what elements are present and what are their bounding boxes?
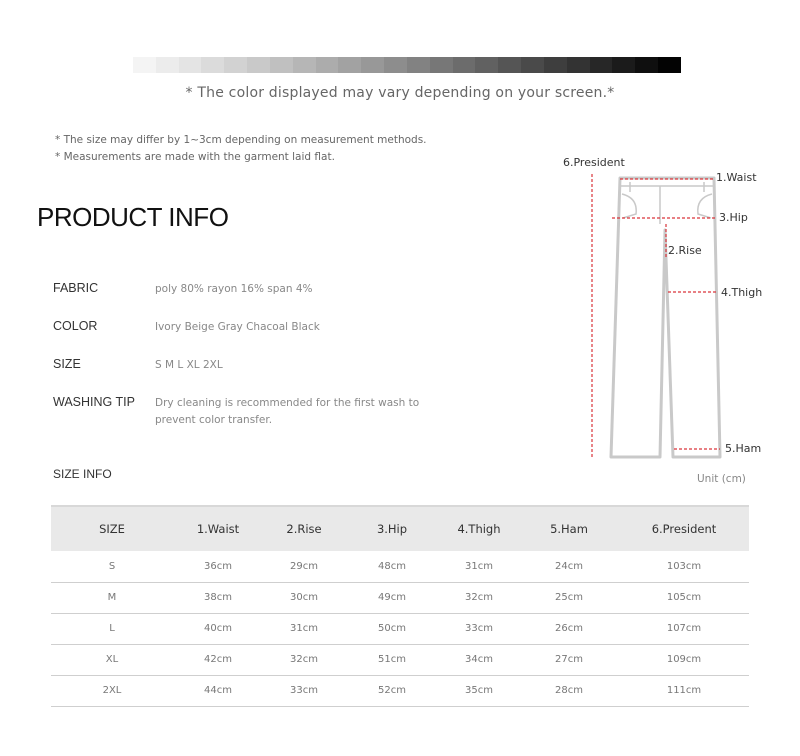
table-cell: 107cm: [619, 613, 749, 644]
gradient-swatch: [521, 57, 544, 73]
size-info-title: SIZE INFO: [53, 467, 112, 481]
gradient-swatch: [361, 57, 384, 73]
size-table: [51, 505, 749, 707]
spec-label: COLOR: [53, 319, 98, 333]
table-header-cell: 1.Waist: [196, 522, 240, 536]
spec-value: S M L XL 2XL: [155, 359, 223, 371]
gradient-swatch: [156, 57, 179, 73]
table-row: [51, 582, 749, 613]
table-cell: 48cm: [345, 551, 439, 582]
spec-label: WASHING TIP: [53, 395, 135, 409]
table-cell: 30cm: [263, 582, 345, 613]
table-cell: 36cm: [173, 551, 263, 582]
table-cell: 103cm: [619, 551, 749, 582]
gradient-swatch: [293, 57, 316, 73]
table-row: [51, 644, 749, 675]
color-gradient-bar: [133, 57, 681, 73]
table-header-cell: SIZE: [99, 522, 125, 536]
table-cell: 52cm: [345, 675, 439, 706]
table-cell: 2XL: [51, 675, 173, 706]
gradient-swatch: [133, 57, 156, 73]
table-cell: L: [51, 613, 173, 644]
table-cell: 50cm: [345, 613, 439, 644]
diagram-label-thigh: 4.Thigh: [721, 286, 763, 299]
table-row: [51, 551, 749, 582]
pants-illustration: [560, 152, 800, 467]
table-cell: 34cm: [439, 644, 519, 675]
table-cell: 44cm: [173, 675, 263, 706]
table-cell: 49cm: [345, 582, 439, 613]
table-cell: 31cm: [263, 613, 345, 644]
table-cell: 42cm: [173, 644, 263, 675]
spec-value: poly 80% rayon 16% span 4%: [155, 283, 313, 295]
gradient-swatch: [224, 57, 247, 73]
spec-label: SIZE: [53, 357, 81, 371]
gradient-swatch: [270, 57, 293, 73]
product-info-title: PRODUCT INFO: [37, 202, 229, 232]
diagram-label-hip: 3.Hip: [719, 211, 748, 224]
diagram-label-rise: 2.Rise: [668, 244, 702, 257]
gradient-swatch: [635, 57, 658, 73]
measurement-note: * The size may differ by 1~3cm depending on measurement methods.: [55, 134, 427, 146]
table-row: [51, 613, 749, 644]
table-cell: 28cm: [519, 675, 619, 706]
table-cell: 32cm: [263, 644, 345, 675]
pants-measurement-diagram: [560, 152, 800, 467]
table-cell: 24cm: [519, 551, 619, 582]
gradient-swatch: [179, 57, 202, 73]
table-cell: 111cm: [619, 675, 749, 706]
table-cell: 32cm: [439, 582, 519, 613]
gradient-swatch: [498, 57, 521, 73]
gradient-swatch: [590, 57, 613, 73]
color-disclaimer: * The color displayed may vary depending on your screen.*: [185, 85, 615, 101]
table-cell: 40cm: [173, 613, 263, 644]
diagram-label-president: 6.President: [563, 156, 625, 169]
table-cell: S: [51, 551, 173, 582]
gradient-swatch: [338, 57, 361, 73]
gradient-swatch: [201, 57, 224, 73]
measurement-note: * Measurements are made with the garment laid flat.: [55, 151, 335, 163]
spec-label: FABRIC: [53, 281, 99, 295]
gradient-swatch: [384, 57, 407, 73]
table-header-cell: 6.President: [651, 522, 717, 536]
unit-label: Unit (cm): [697, 473, 746, 485]
table-cell: XL: [51, 644, 173, 675]
table-cell: 105cm: [619, 582, 749, 613]
spec-row-color: [53, 319, 453, 336]
gradient-swatch: [453, 57, 476, 73]
table-row: [51, 675, 749, 706]
table-header-row: [51, 506, 749, 551]
table-header-cell: 2.Rise: [286, 522, 322, 536]
table-cell: 109cm: [619, 644, 749, 675]
table-cell: 27cm: [519, 644, 619, 675]
spec-row-size: [53, 357, 453, 374]
table-cell: 33cm: [439, 613, 519, 644]
table-header-cell: 3.Hip: [376, 522, 408, 536]
gradient-swatch: [430, 57, 453, 73]
gradient-swatch: [658, 57, 681, 73]
diagram-label-waist: 1.Waist: [716, 171, 757, 184]
gradient-swatch: [407, 57, 430, 73]
table-cell: M: [51, 582, 173, 613]
spec-value: Dry cleaning is recommended for the first wash to prevent color transfer.: [155, 397, 420, 426]
measurement-notes: [55, 132, 427, 166]
table-cell: 33cm: [263, 675, 345, 706]
table-cell: 26cm: [519, 613, 619, 644]
spec-row-washing-tip: [53, 395, 453, 429]
diagram-label-ham: 5.Ham: [725, 442, 762, 455]
gradient-swatch: [612, 57, 635, 73]
table-cell: 51cm: [345, 644, 439, 675]
gradient-swatch: [247, 57, 270, 73]
table-cell: 29cm: [263, 551, 345, 582]
table-header-cell: 5.Ham: [550, 522, 588, 536]
table-cell: 35cm: [439, 675, 519, 706]
table-cell: 25cm: [519, 582, 619, 613]
gradient-swatch: [316, 57, 339, 73]
spec-row-fabric: [53, 281, 453, 298]
spec-value: Ivory Beige Gray Chacoal Black: [155, 321, 320, 333]
table-cell: 31cm: [439, 551, 519, 582]
gradient-swatch: [567, 57, 590, 73]
gradient-swatch: [475, 57, 498, 73]
table-cell: 38cm: [173, 582, 263, 613]
gradient-swatch: [544, 57, 567, 73]
table-header-cell: 4.Thigh: [457, 522, 501, 536]
